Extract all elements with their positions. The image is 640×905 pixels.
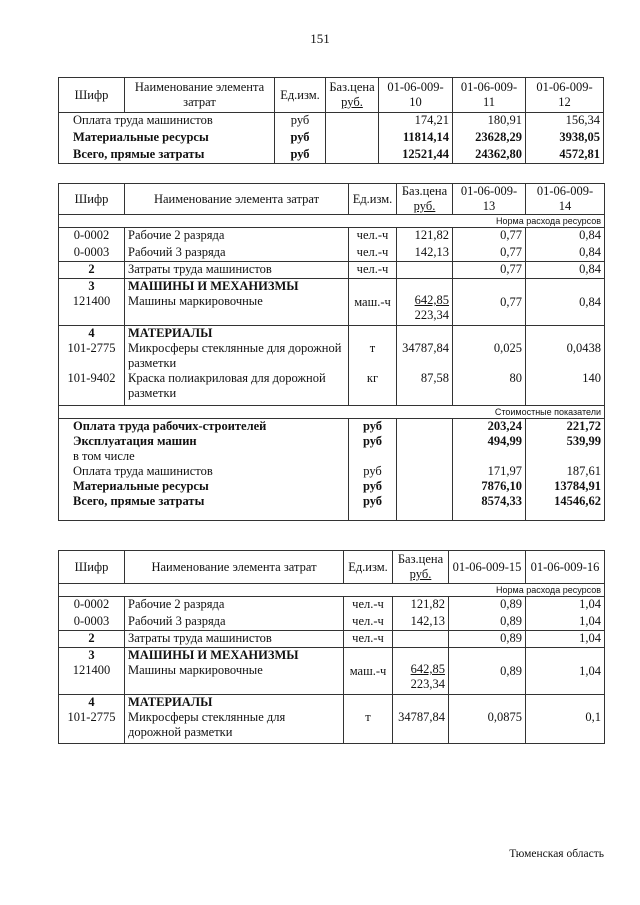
header-col-13: 01-06-009- 13 [453, 184, 526, 215]
header-code: Шифр [59, 78, 125, 113]
table-row: 0-0003 Рабочий 3 разряда чел.-ч 142,13 0,77 0,84 [59, 245, 605, 262]
header-name: Наименование элемента затрат [125, 551, 344, 584]
header-unit: Ед.изм. [349, 184, 397, 215]
header-name: Наименование элемента затрат [125, 184, 349, 215]
header-unit: Ед.изм. [275, 78, 326, 113]
table-row: 0-0003 Рабочий 3 разряда чел.-ч 142,13 0,89 1,04 [59, 614, 605, 631]
table-row: 0-0002 Рабочие 2 разряда чел.-ч 121,82 0,89 1,04 [59, 597, 605, 614]
region-footer: Тюменская область [509, 848, 604, 860]
header-base-price: Баз.цена руб. [393, 551, 449, 584]
machines-group: 3 121400 МАШИНЫ И МЕХАНИЗМЫ Машины маркировочные маш.-ч 642,85 223,34 0,89 1,04 [59, 648, 605, 695]
table-row: Всего, прямые затраты руб 12521,44 24362,80 4572,81 [59, 147, 604, 164]
table-row: Оплата труда машинистов руб 174,21 180,91 156,34 [59, 113, 604, 130]
section-norm-label: Норма расхода ресурсов [59, 215, 605, 228]
table-row: 2 Затраты труда машинистов чел.-ч 0,89 1,04 [59, 631, 605, 648]
cost-table-2 [58, 183, 605, 521]
materials-group: 4 101-2775 МАТЕРИАЛЫ Микросферы стеклянные для дорожной разметки т 34787,84 0,0875 0,1 [59, 695, 605, 744]
cost-table-3 [58, 550, 605, 744]
header-code: Шифр [59, 184, 125, 215]
header-col-10: 01-06-009- 10 [379, 78, 453, 113]
cost-rows: Оплата труда рабочих-строителей Эксплуатация машин в том числе Оплата труда машинистов Материальные ресурсы Всего, прямые затраты руб руб руб руб руб 203,24 494,99 171,97 7876,10 8574,33 221,72 539,99 187,61 13784,91 14546,62 [59, 419, 605, 521]
page-number: 151 [310, 31, 330, 46]
table-row: 2 Затраты труда машинистов чел.-ч 0,77 0,84 [59, 262, 605, 279]
table-row: 0-0002 Рабочие 2 разряда чел.-ч 121,82 0,77 0,84 [59, 228, 605, 245]
section-cost-label: Стоимостные показатели [59, 406, 605, 419]
header-col-15: 01-06-009-15 [449, 551, 526, 584]
table-row: Материальные ресурсы руб 11814,14 23628,29 3938,05 [59, 130, 604, 147]
header-name: Наименование элемента затрат [125, 78, 275, 113]
header-col-11: 01-06-009- 11 [453, 78, 526, 113]
section-norm-label: Норма расхода ресурсов [59, 584, 605, 597]
machines-group: 3 121400 МАШИНЫ И МЕХАНИЗМЫ Машины маркировочные маш.-ч 642,85 223,34 0,77 0,84 [59, 279, 605, 326]
header-unit: Ед.изм. [344, 551, 393, 584]
header-col-16: 01-06-009-16 [526, 551, 605, 584]
materials-group: 4 101-2775 101-9402 МАТЕРИАЛЫ Микросферы стеклянные для дорожной разметки Краска полиакриловая для дорожной разметки т кг 34787,84 87,58 0,025 80 0,0438 140 [59, 326, 605, 406]
header-col-12: 01-06-009- 12 [526, 78, 604, 113]
header-col-14: 01-06-009- 14 [526, 184, 605, 215]
header-base-price: Баз.цена руб. [326, 78, 379, 113]
header-code: Шифр [59, 551, 125, 584]
header-base-price: Баз.цена руб. [397, 184, 453, 215]
cost-table-1 [58, 77, 604, 164]
